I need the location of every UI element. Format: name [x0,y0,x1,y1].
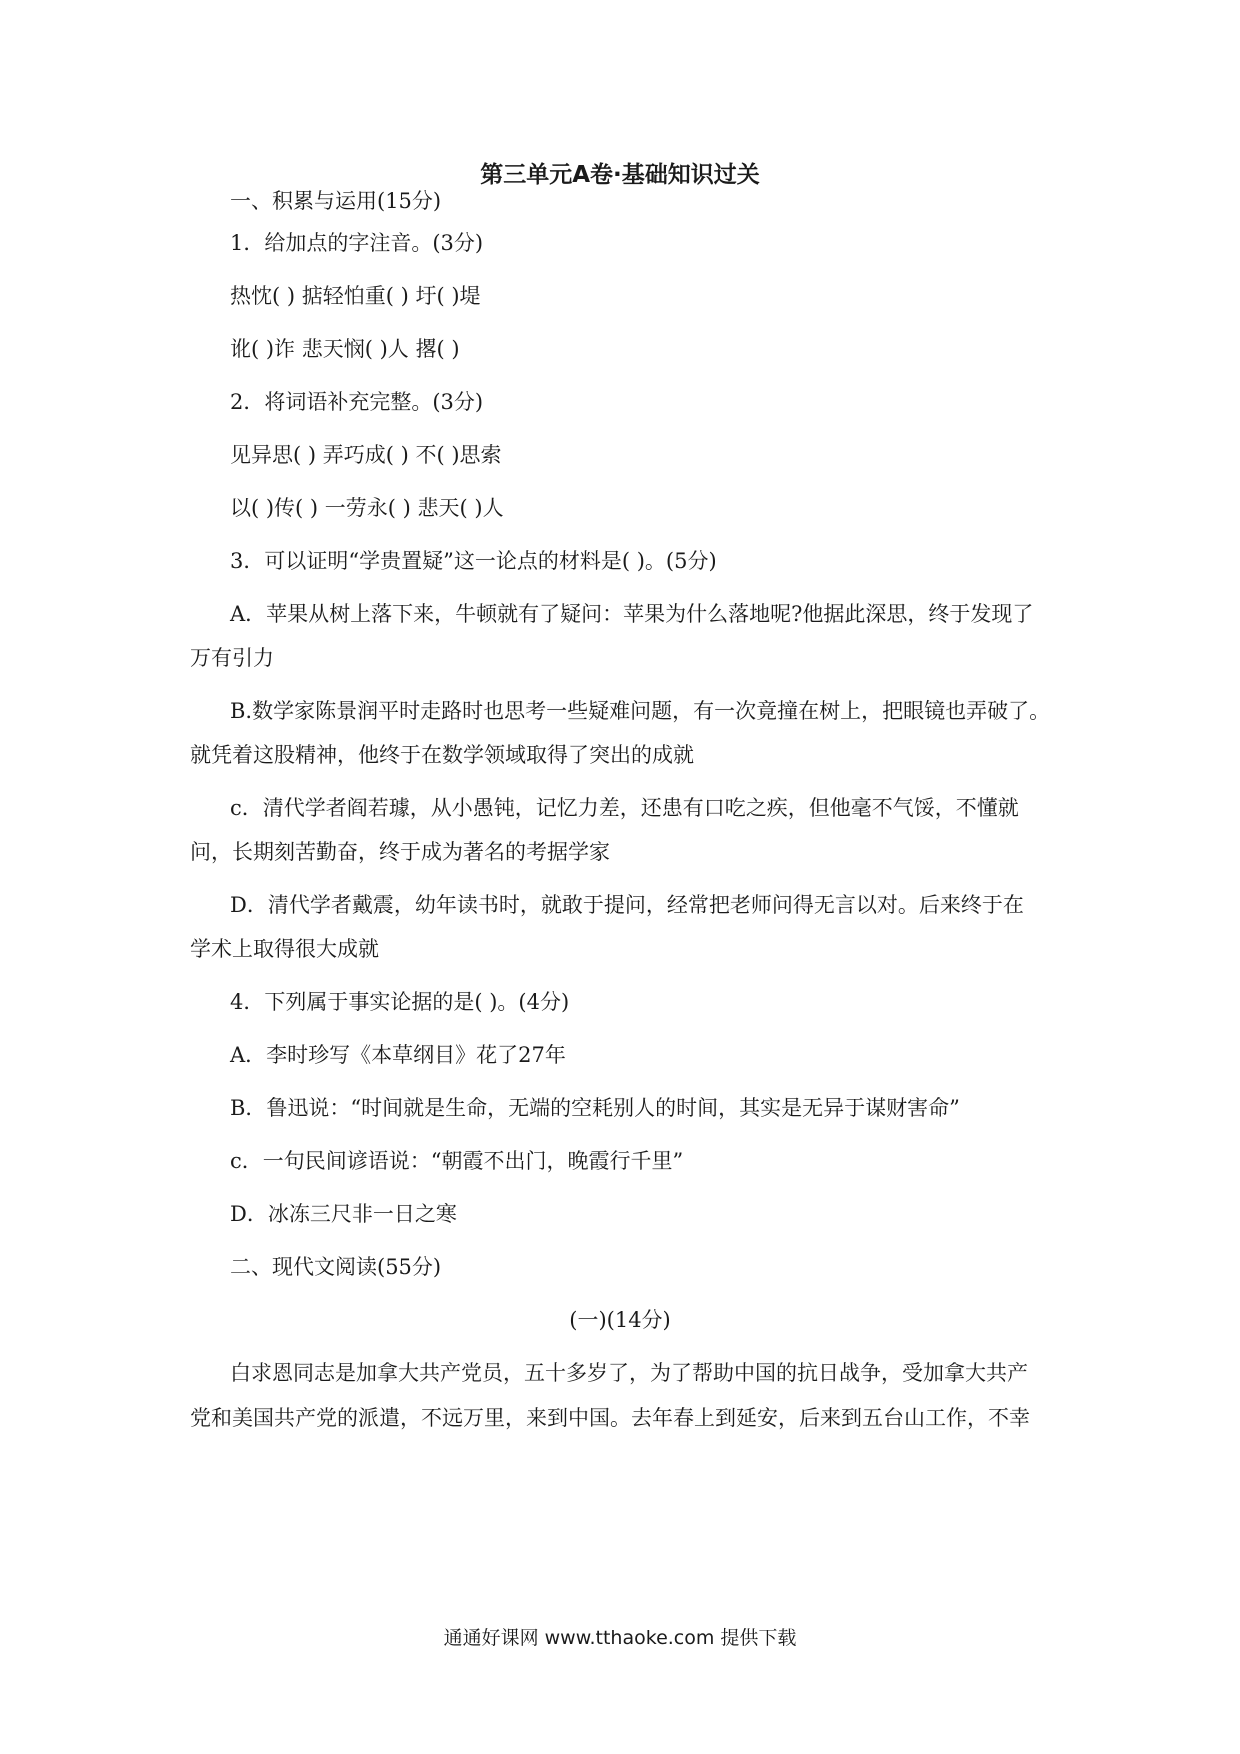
question-line: 以( )传( ) 一劳永( ) 悲天( )人 [230,496,504,520]
question-prompt: 1．给加点的字注音。(3分) [230,231,484,255]
passage-line: 党和美国共产党的派遣，不远万里，来到中国。去年春上到延安，后来到五台山工作，不幸 [190,1406,1030,1430]
option-line: c．清代学者阎若璩，从小愚钝，记忆力差，还患有口吃之疾，但他毫不气馁，不懂就 [230,796,1019,820]
question-line: 讹( )诈 悲天悯( )人 撂( ) [230,337,460,361]
question-prompt: 2．将词语补充完整。(3分) [230,390,484,414]
question-prompt: 4．下列属于事实论据的是( )。(4分) [230,990,570,1014]
part-label: (一)(14分) [569,1308,671,1332]
question-line: 热忱( ) 掂轻怕重( ) 圩( )堤 [230,284,481,308]
question-prompt: 3．可以证明“学贵置疑”这一论点的材料是( )。(5分) [230,549,717,573]
option-line: D．冰冻三尺非一日之寒 [230,1202,457,1226]
option-line: B.数学家陈景润平时走路时也思考一些疑难问题，有一次竟撞在树上，把眼镜也弄破了。 [230,699,1051,723]
option-line: c．一句民间谚语说：“朝霞不出门，晚霞行千里” [230,1149,684,1173]
section-heading: 二、现代文阅读(55分) [230,1255,442,1279]
option-line: D．清代学者戴震，幼年读书时，就敢于提问，经常把老师问得无言以对。后来终于在 [230,893,1024,917]
footer-text: 通通好课网 www.tthaoke.com 提供下载 [443,1627,797,1649]
question-line: 见异思( ) 弄巧成( ) 不( )思索 [230,443,502,467]
option-line: 学术上取得很大成就 [190,937,379,961]
passage-line: 白求恩同志是加拿大共产党员，五十多岁了，为了帮助中国的抗日战争，受加拿大共产 [230,1361,1028,1385]
option-line: 问，长期刻苦勤奋，终于成为著名的考据学家 [190,840,610,864]
option-line: A．李时珍写《本草纲目》花了27年 [230,1043,566,1067]
option-line: B．鲁迅说：“时间就是生命，无端的空耗别人的时间，其实是无异于谋财害命” [230,1096,960,1120]
option-line: 就凭着这股精神，他终于在数学领域取得了突出的成就 [190,743,694,767]
section-heading: 一、积累与运用(15分) [230,189,442,213]
page-title: 第三单元A卷·基础知识过关 [480,162,760,188]
option-line: 万有引力 [190,646,274,670]
option-line: A．苹果从树上落下来，牛顿就有了疑问：苹果为什么落地呢?他据此深思，终于发现了 [230,602,1034,626]
